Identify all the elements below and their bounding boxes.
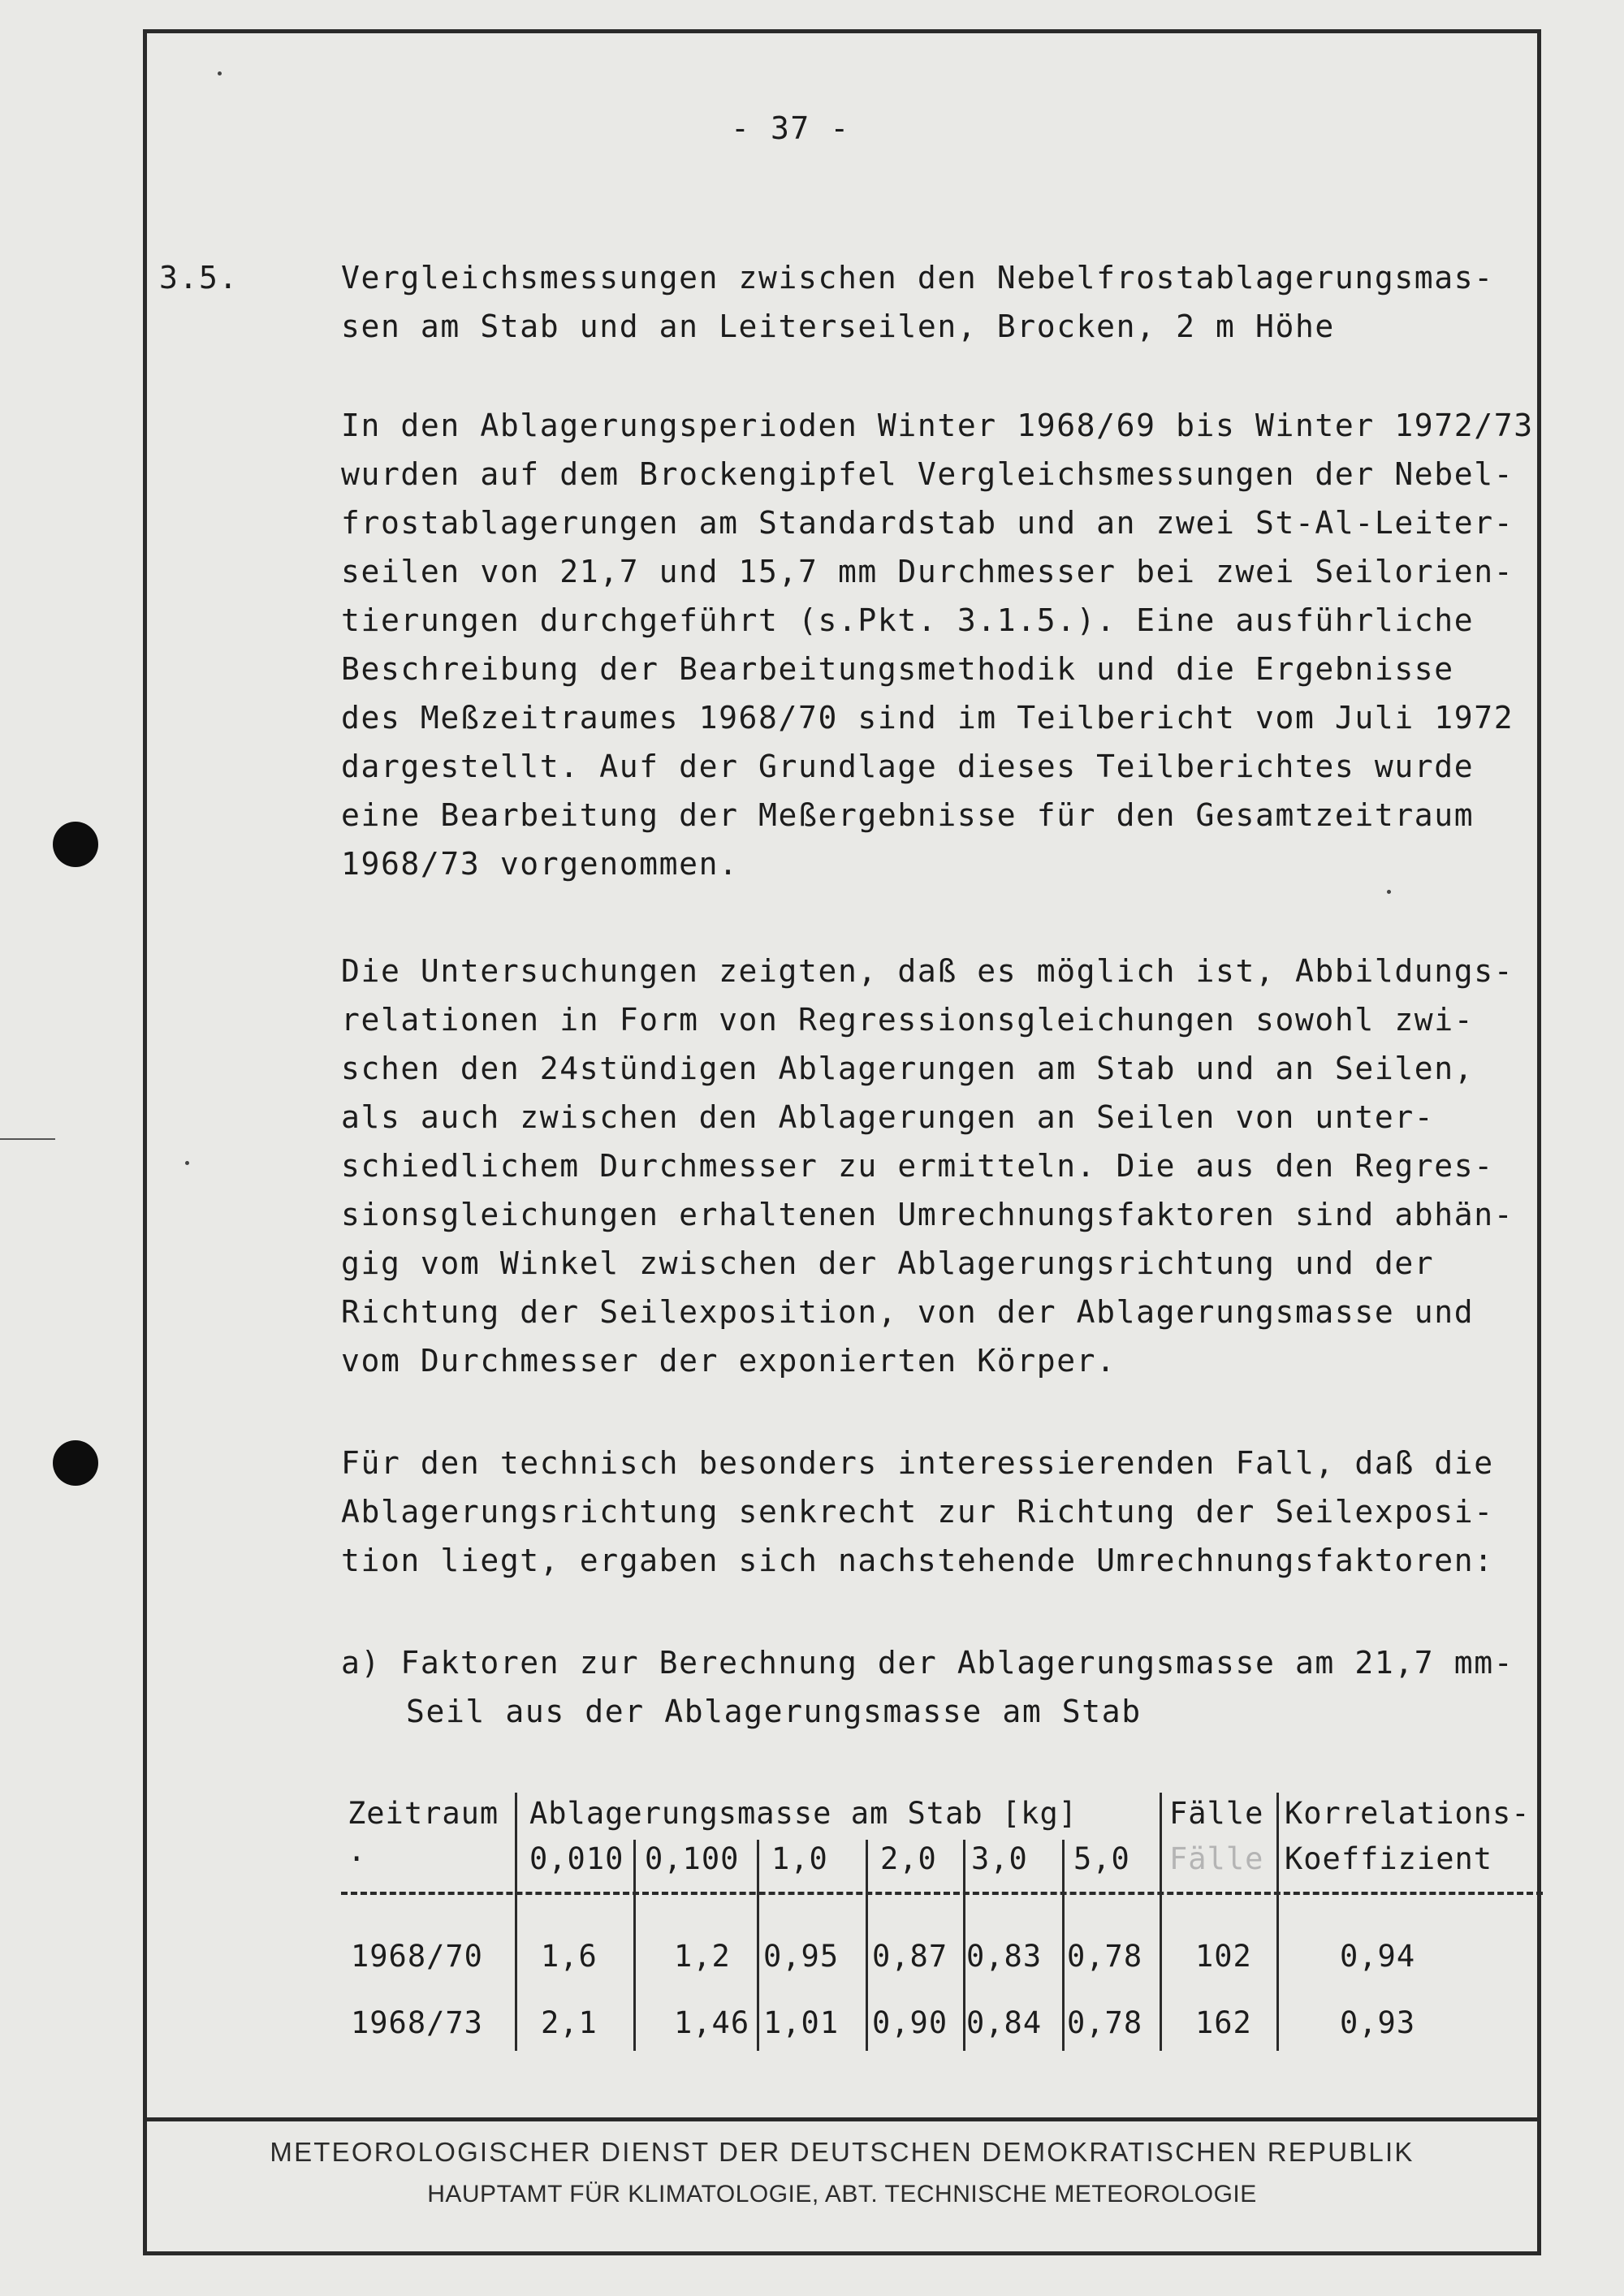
table-divider xyxy=(1160,1793,1162,2051)
table-header-rule xyxy=(341,1892,1543,1895)
paragraph-line: des Meßzeitraumes 1968/70 sind im Teilbericht vom Juli 1972 xyxy=(341,700,1514,736)
header-mass-value: 0,100 xyxy=(645,1841,740,1876)
paper-speck xyxy=(1387,890,1391,894)
conversion-factor-table xyxy=(341,1783,1543,2051)
paragraph-line: schen den 24stündigen Ablagerungen am Stab und an Seilen, xyxy=(341,1051,1475,1086)
footer-rule xyxy=(143,2117,1541,2121)
row-value: 1,2 xyxy=(674,1939,731,1974)
header-faelle: Fälle xyxy=(1169,1796,1264,1831)
punch-hole-bottom xyxy=(53,1440,98,1486)
row-value: 1,46 xyxy=(674,2005,750,2040)
row-value: 2,1 xyxy=(541,2005,598,2040)
header-faelle-faint: Fälle xyxy=(1169,1841,1264,1876)
table-divider xyxy=(757,1840,759,2051)
row-value: 1,01 xyxy=(763,2005,840,2040)
paragraph-line: tierungen durchgeführt (s.Pkt. 3.1.5.). Eine ausführliche xyxy=(341,602,1475,638)
paper-speck xyxy=(185,1161,189,1165)
row-value: 0,95 xyxy=(763,1939,840,1974)
table-divider xyxy=(963,1840,965,2051)
row-value: 0,90 xyxy=(872,2005,948,2040)
paragraph-line: Ablagerungsrichtung senkrecht zur Richtung der Seilexposi- xyxy=(341,1494,1494,1530)
row-cases: 102 xyxy=(1195,1939,1252,1974)
row-period: 1968/70 xyxy=(351,1939,483,1974)
table-divider xyxy=(1062,1840,1065,2051)
header-mass-value: 3,0 xyxy=(971,1841,1028,1876)
section-number: 3.5. xyxy=(159,260,239,296)
paragraph-line: frostablagerungen am Standardstab und an zwei St-Al-Leiter- xyxy=(341,505,1514,541)
paragraph-line: tion liegt, ergaben sich nachstehende Umrechnungsfaktoren: xyxy=(341,1543,1494,1578)
table-divider xyxy=(1276,1793,1279,2051)
paper-speck xyxy=(218,71,222,76)
paragraph-line: dargestellt. Auf der Grundlage dieses Teilberichtes wurde xyxy=(341,749,1475,784)
footer-department: HAUPTAMT FÜR KLIMATOLOGIE, ABT. TECHNISCHE METEOROLOGIE xyxy=(427,2181,1257,2208)
row-value: 0,78 xyxy=(1067,2005,1143,2040)
section-title-line: sen am Stab und an Leiterseilen, Brocken, 2 m Höhe xyxy=(341,309,1335,344)
row-period: 1968/73 xyxy=(351,2005,483,2040)
footer-institution: METEOROLOGISCHER DIENST DER DEUTSCHEN DEMOKRATISCHEN REPUBLIK xyxy=(270,2137,1415,2167)
page-number: - 37 - xyxy=(731,110,850,146)
header-koeffizient: Koeffizient xyxy=(1285,1841,1493,1876)
header-mass-value: 2,0 xyxy=(880,1841,937,1876)
header-mass-group: Ablagerungsmasse am Stab [kg] xyxy=(529,1796,1078,1831)
list-item-a: a) Faktoren zur Berechnung der Ablagerungsmasse am 21,7 mm- xyxy=(341,1645,1514,1681)
header-mass-value: 5,0 xyxy=(1073,1841,1130,1876)
paragraph-line: schiedlichem Durchmesser zu ermitteln. Die aus den Regres- xyxy=(341,1148,1494,1184)
row-correlation: 0,93 xyxy=(1340,2005,1416,2040)
punch-hole-top xyxy=(53,822,98,867)
paragraph-line: In den Ablagerungsperioden Winter 1968/69 bis Winter 1972/73 xyxy=(341,408,1534,443)
header-mass-value: 0,010 xyxy=(529,1841,624,1876)
paragraph-line: gig vom Winkel zwischen der Ablagerungsrichtung und der xyxy=(341,1245,1435,1281)
list-item-a-continuation: Seil aus der Ablagerungsmasse am Stab xyxy=(406,1694,1142,1729)
paragraph-line: als auch zwischen den Ablagerungen an Seilen von unter- xyxy=(341,1099,1435,1135)
paragraph-line: wurden auf dem Brockengipfel Vergleichsmessungen der Nebel- xyxy=(341,456,1514,492)
row-value: 0,87 xyxy=(872,1939,948,1974)
paragraph-line: Für den technisch besonders interessierenden Fall, daß die xyxy=(341,1445,1494,1481)
paragraph-line: Beschreibung der Bearbeitungsmethodik und die Ergebnisse xyxy=(341,651,1454,687)
header-korrelation: Korrelations- xyxy=(1285,1796,1531,1831)
row-cases: 162 xyxy=(1195,2005,1252,2040)
table-divider xyxy=(515,1793,517,2051)
header-bullet: · xyxy=(348,1841,367,1876)
section-title-line: Vergleichsmessungen zwischen den Nebelfrostablagerungsmas- xyxy=(341,260,1494,296)
header-mass-value: 1,0 xyxy=(771,1841,828,1876)
row-value: 0,84 xyxy=(966,2005,1043,2040)
paragraph-line: Die Untersuchungen zeigten, daß es möglich ist, Abbildungs- xyxy=(341,953,1514,989)
fold-mark xyxy=(0,1138,55,1140)
paragraph-line: eine Bearbeitung der Meßergebnisse für den Gesamtzeitraum xyxy=(341,797,1475,833)
row-value: 0,83 xyxy=(966,1939,1043,1974)
paragraph-line: seilen von 21,7 und 15,7 mm Durchmesser bei zwei Seilorien- xyxy=(341,554,1514,589)
table-divider xyxy=(866,1840,868,2051)
row-value: 0,78 xyxy=(1067,1939,1143,1974)
paragraph-line: relationen in Form von Regressionsgleichungen sowohl zwi- xyxy=(341,1002,1475,1038)
header-zeitraum: Zeitraum xyxy=(348,1796,499,1831)
paragraph-line: vom Durchmesser der exponierten Körper. xyxy=(341,1343,1116,1379)
row-correlation: 0,94 xyxy=(1340,1939,1416,1974)
paragraph-line: Richtung der Seilexposition, von der Ablagerungsmasse und xyxy=(341,1294,1475,1330)
paragraph-line: sionsgleichungen erhaltenen Umrechnungsfaktoren sind abhän- xyxy=(341,1197,1514,1232)
row-value: 1,6 xyxy=(541,1939,598,1974)
paragraph-line: 1968/73 vorgenommen. xyxy=(341,846,739,882)
table-divider xyxy=(633,1840,636,2051)
